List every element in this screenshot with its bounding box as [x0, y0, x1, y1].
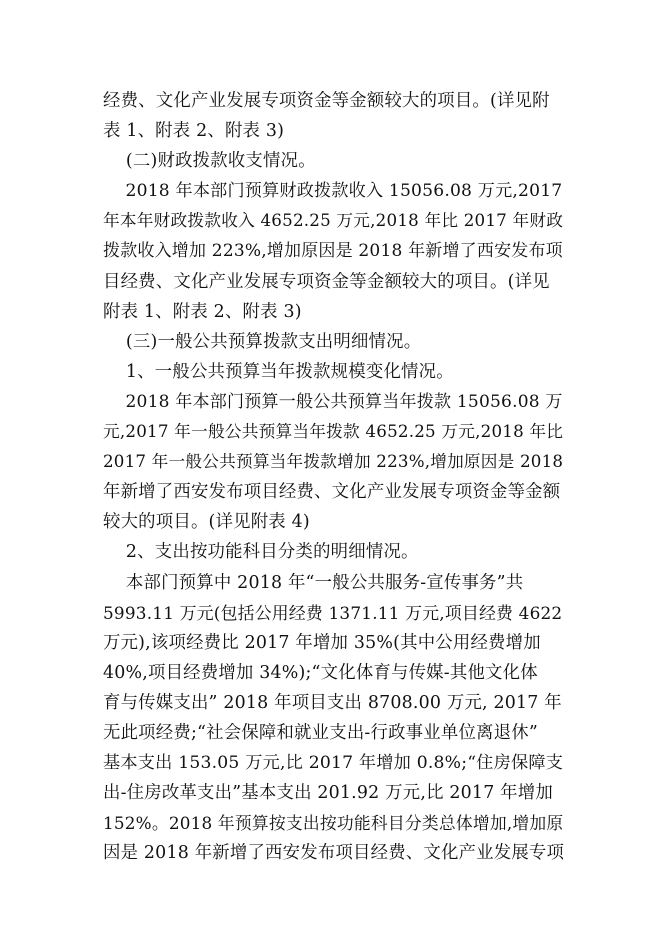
text-line: 无此项经费;“社会保障和就业支出-行政事业单位离退休”: [103, 722, 538, 743]
text-line: 出-住房改革支出”基本支出 201.92 万元,比 2017 年增加: [103, 783, 553, 804]
text-line: 目经费、文化产业发展专项资金等金额较大的项目。(详见: [103, 271, 550, 292]
text-line: 年本年财政拨款收入 4652.25 万元,2018 年比 2017 年财政: [103, 211, 564, 231]
text-line: (三)一般公共预算拨款支出明细情况。: [103, 331, 422, 352]
text-line: 40%,项目经费增加 34%);“文化体育与传媒-其他文化体: [103, 662, 538, 683]
text-line: 因是 2018 年新增了西安发布项目经费、文化产业发展专项: [103, 843, 565, 864]
text-line: 基本支出 153.05 万元,比 2017 年增加 0.8%;“住房保障支: [103, 753, 564, 774]
text-line: 本部门预算中 2018 年“一般公共服务-宣传事务”共: [103, 572, 524, 593]
text-line: 较大的项目。(详见附表 4): [103, 512, 310, 533]
text-line: 附表 1、附表 2、附表 3): [103, 301, 302, 322]
text-line: 2018 年本部门预算财政拨款收入 15056.08 万元,2017: [103, 181, 563, 202]
body-text: [103, 86, 565, 868]
text-line: 拨款收入增加 223%,增加原因是 2018 年新增了西安发布项: [103, 241, 563, 262]
text-line: 育与传媒支出” 2018 年项目支出 8708.00 万元, 2017 年: [103, 692, 562, 713]
text-line: (二)财政拨款收支情况。: [103, 151, 316, 172]
text-line: 年新增了西安发布项目经费、文化产业发展专项资金等金额: [103, 482, 561, 503]
text-line: 元,2017 年一般公共预算当年拨款 4652.25 万元,2018 年比: [103, 422, 564, 442]
text-line: 表 1、附表 2、附表 3): [103, 121, 285, 142]
text-line: 经费、文化产业发展专项资金等金额较大的项目。(详见附: [103, 91, 550, 111]
text-line: 5993.11 万元(包括公用经费 1371.11 万元,项目经费 4622: [103, 602, 563, 623]
text-line: 2017 年一般公共预算当年拨款增加 223%,增加原因是 2018: [103, 452, 564, 472]
text-line: 152%。2018 年预算按支出按功能科目分类总体增加,增加原: [103, 813, 564, 834]
text-line: 2、支出按功能科目分类的明细情况。: [103, 542, 419, 563]
text-line: 万元),该项经费比 2017 年增加 35%(其中公用经费增加: [103, 632, 541, 653]
text-line: 2018 年本部门预算一般公共预算当年拨款 15056.08 万: [103, 391, 563, 412]
text-line: 1、一般公共预算当年拨款规模变化情况。: [103, 361, 454, 382]
